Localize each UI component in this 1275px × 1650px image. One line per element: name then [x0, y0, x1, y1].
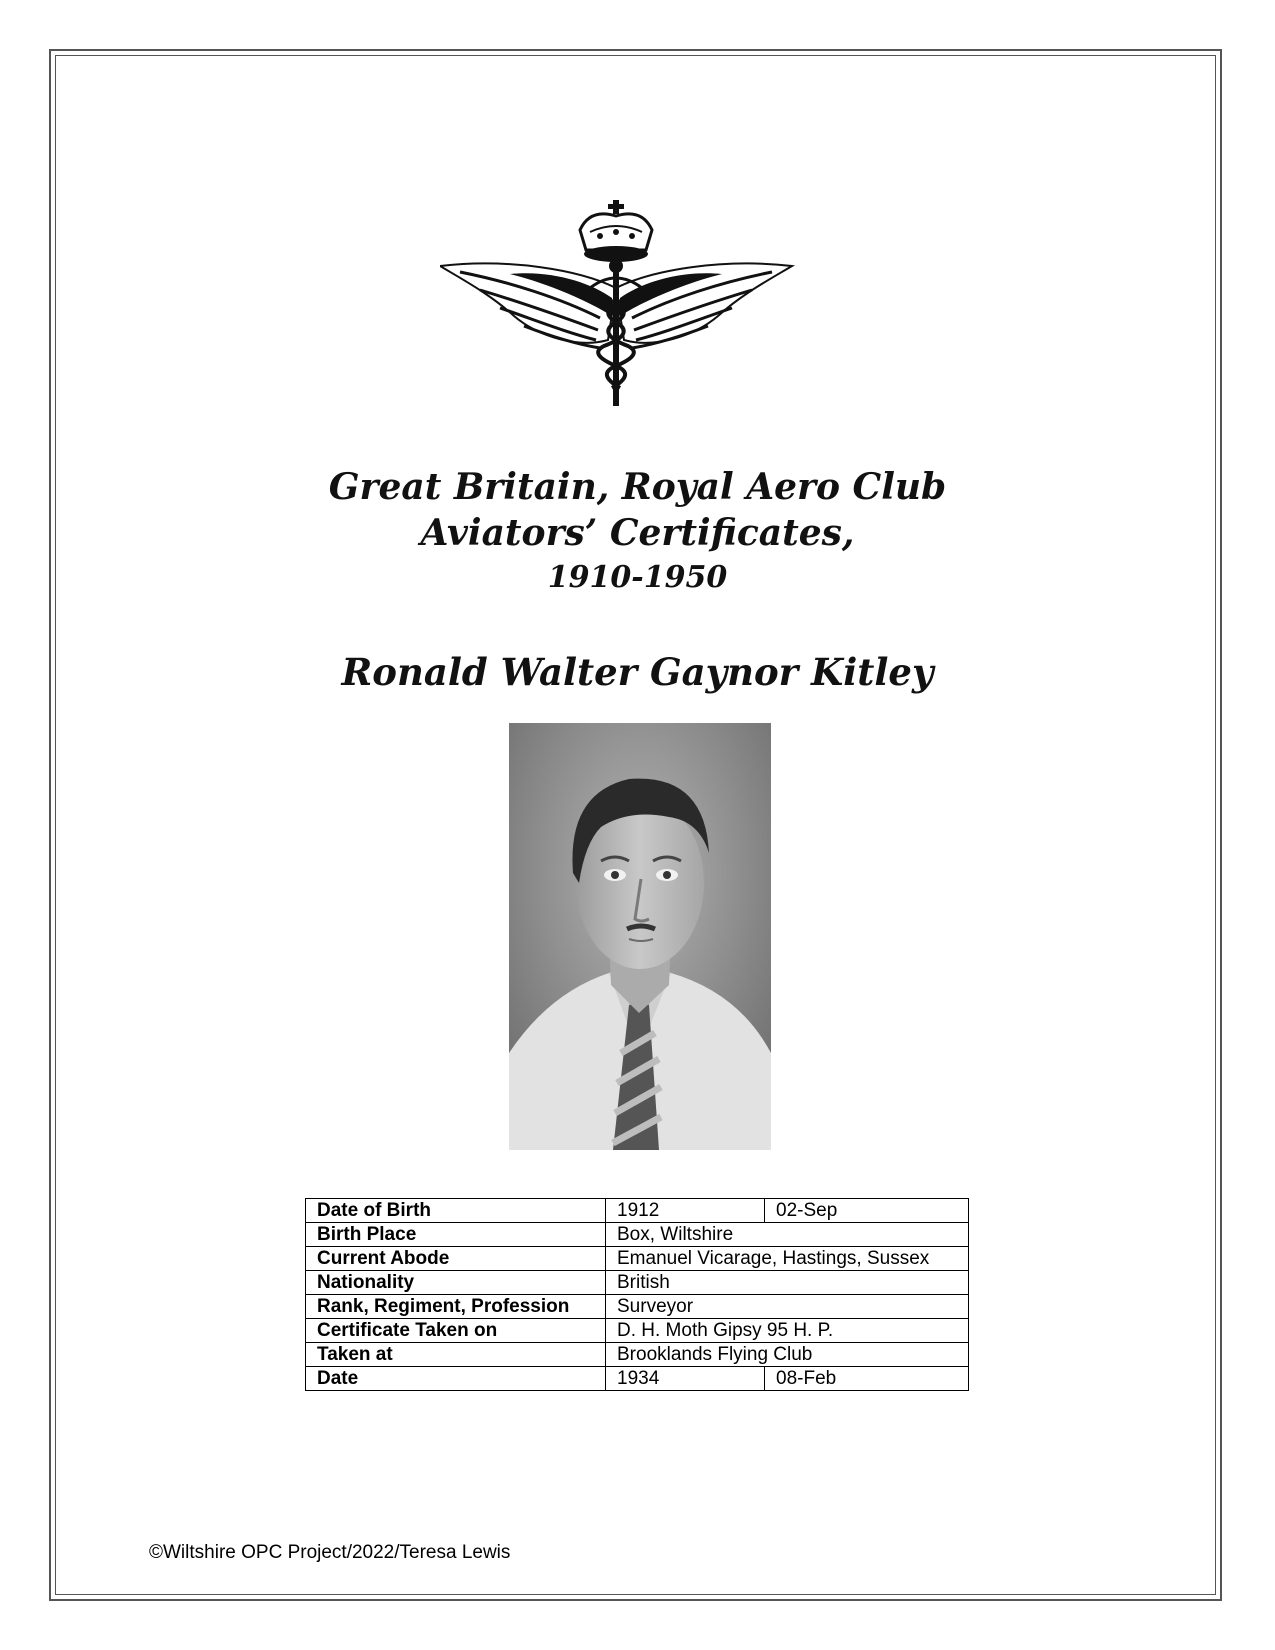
table-row — [306, 1199, 969, 1223]
taken-at-value: Brooklands Flying Club — [606, 1343, 969, 1367]
certificate-year: 1934 — [606, 1367, 765, 1391]
copyright-footer: ©Wiltshire OPC Project/2022/Teresa Lewis — [149, 1542, 511, 1563]
title-line-1: Great Britain, Royal Aero Club — [328, 466, 947, 508]
nationality-value: British — [606, 1271, 969, 1295]
label-birth-place: Birth Place — [306, 1223, 606, 1247]
birth-year: 1912 — [606, 1199, 765, 1223]
rank-value: Surveyor — [606, 1295, 969, 1319]
certificate-day: 08-Feb — [765, 1367, 969, 1391]
label-rank: Rank, Regiment, Profession — [306, 1295, 606, 1319]
label-certificate: Certificate Taken on — [306, 1319, 606, 1343]
royal-aero-club-emblem — [440, 198, 800, 418]
birth-place-value: Box, Wiltshire — [606, 1223, 969, 1247]
label-date-of-birth: Date of Birth — [306, 1199, 606, 1223]
crown-icon — [580, 200, 652, 262]
left-wing-icon — [440, 263, 616, 348]
table-row — [306, 1343, 969, 1367]
title-line-3: 1910-1950 — [547, 560, 728, 595]
label-current-abode: Current Abode — [306, 1247, 606, 1271]
current-abode-value: Emanuel Vicarage, Hastings, Sussex — [606, 1247, 969, 1271]
label-taken-at: Taken at — [306, 1343, 606, 1367]
title-line-2: Aviators’ Certificates, — [420, 512, 855, 554]
table-row — [306, 1295, 969, 1319]
table-row — [306, 1223, 969, 1247]
table-row — [306, 1367, 969, 1391]
table-row — [306, 1247, 969, 1271]
table-row — [306, 1271, 969, 1295]
birth-day: 02-Sep — [765, 1199, 969, 1223]
right-wing-icon — [616, 263, 792, 348]
portrait-photo — [509, 723, 771, 1150]
person-name: Ronald Walter Gaynor Kitley — [341, 650, 934, 694]
label-date: Date — [306, 1367, 606, 1391]
certificate-details-table — [305, 1198, 969, 1391]
table-row — [306, 1319, 969, 1343]
certificate-value: D. H. Moth Gipsy 95 H. P. — [606, 1319, 969, 1343]
label-nationality: Nationality — [306, 1271, 606, 1295]
